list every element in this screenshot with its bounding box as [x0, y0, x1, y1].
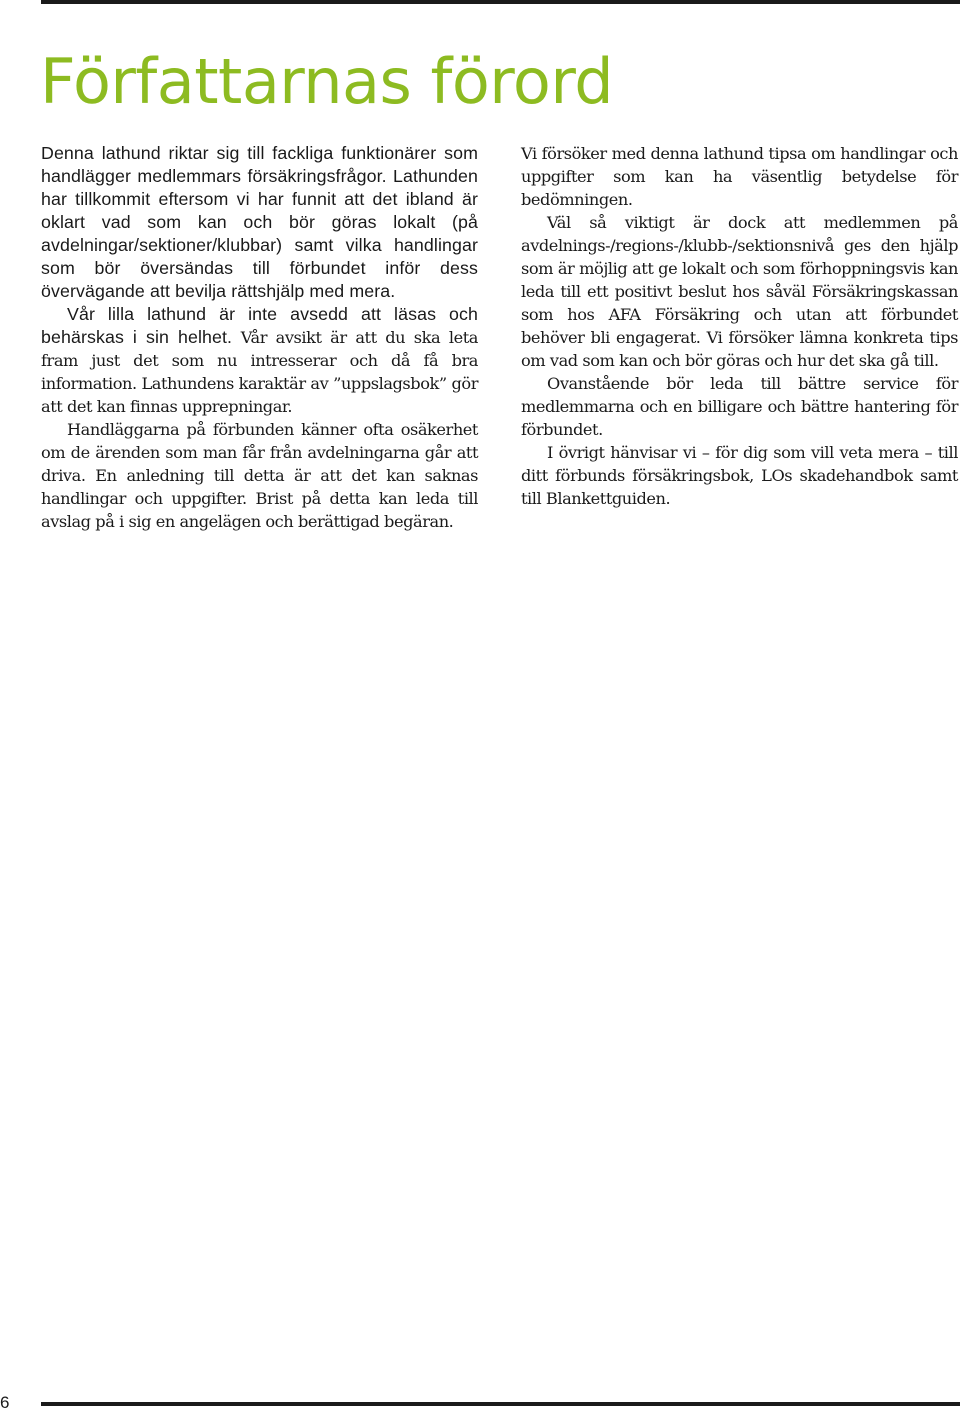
top-rule [41, 0, 960, 4]
bottom-rule [41, 1402, 960, 1406]
left-column [41, 142, 478, 533]
paragraph-local-help: Väl så viktigt är dock att medlemmen på avdelnings-/regions-/klubb-/sektionsnivå ges den hjälp som är möjlig att ge lokalt och som förhoppningsvis kan leda till ett positivt beslut hos såväl Försäkringskassan som hos AFA Försäkring och utan att förbundet behöver bli engagerat. Vi försöker lämna konkreta tips om vad som kan och bör göras och hur det ska gå till. [521, 213, 958, 370]
page-number: 6 [0, 1393, 10, 1412]
paragraph-service: Ovanstående bör leda till bättre service för medlemmarna och en billigare och bättre hantering för förbundet. [521, 374, 958, 439]
page-title: Författarnas förord [40, 45, 614, 118]
paragraph-purpose [41, 303, 478, 418]
paragraph-handlers: Handläggarna på förbunden känner ofta osäkerhet om de ärenden som man får från avdelningarna går att driva. En anledning till detta är att det kan saknas handlingar och uppgifter. Brist på detta kan leda till avslag på i sig en angelägen och berättigad begäran. [41, 420, 478, 531]
paragraph-intro: Denna lathund riktar sig till fackliga funktionärer som handlägger medlemmars försäkringsfrågor. Lathunden har tillkommit eftersom vi har funnit att det ibland är oklart vad som kan och bör göras lokalt (på avdelningar/sektioner/klubbar) samt vilka handlingar som bör översändas till förbundet inför dess övervägande att bevilja rättshjälp med mera. [41, 143, 478, 301]
paragraph-tips: Vi försöker med denna lathund tipsa om handlingar och uppgifter som kan ha väsentlig betydelse för bedömningen. [521, 144, 958, 209]
paragraph-references: I övrigt hänvisar vi – för dig som vill veta mera – till ditt förbunds försäkringsbok, LOs skadehandbok samt till Blankettguiden. [521, 443, 958, 508]
paragraph-purpose-rest: Vår avsikt är att du ska leta fram just det som nu intresserar och då få bra information. Lathundens karaktär av ”uppslagsbok” gör att det kan finnas upprepningar. [41, 328, 478, 416]
paragraph-purpose-lead: Vår lilla lathund är inte avsedd att läsas och behärskas i sin helhet. [41, 304, 478, 347]
right-column [521, 142, 958, 510]
